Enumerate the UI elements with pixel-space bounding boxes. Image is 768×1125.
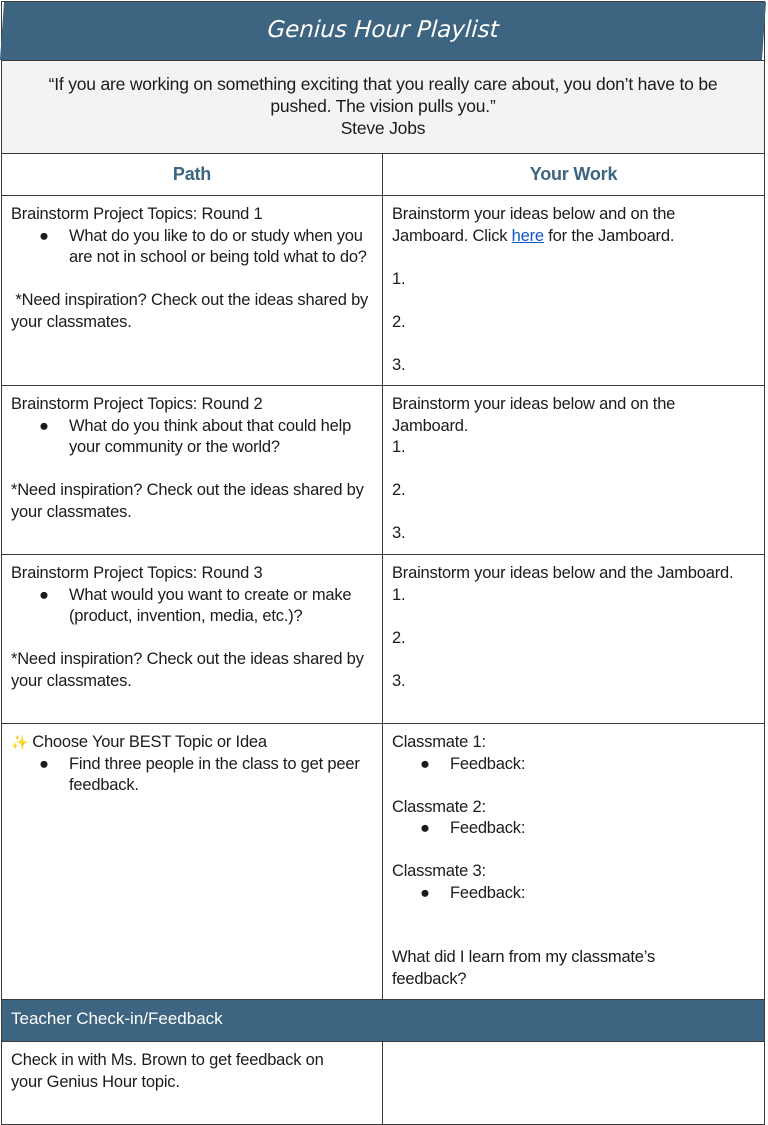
idea-item-2[interactable]: 2. [392,628,406,647]
classmate-3-feedback[interactable]: ● Feedback: [392,883,755,905]
round-bullet: ● What would you want to create or make (product, invention, media, etc.)? [11,585,373,628]
bullet-icon: ● [420,754,430,773]
inspiration-note: *Need inspiration? Check out the ideas shared by your classmates. [11,291,373,331]
classmate-3-label: Classmate 3: [392,862,486,880]
page-title: Genius Hour Playlist [0,2,766,60]
jamboard-link[interactable]: here [511,226,544,245]
classmate-1-feedback[interactable]: ● Feedback: [392,754,755,776]
teacher-response-cell[interactable] [383,1042,764,1124]
teacher-section-row [2,1000,764,1042]
teacher-checkin-row [2,1042,764,1124]
peer-feedback-work[interactable] [383,724,764,999]
work-intro: Brainstorm your ideas below and on the Jamboard. [392,395,676,435]
quote-block [2,61,764,153]
round-2-work[interactable] [383,386,764,554]
best-topic-bullet: ● Find three people in the class to get peer feedback. [11,754,373,797]
playlist-document [1,1,765,1125]
best-topic-path [2,724,383,999]
round-heading: Brainstorm Project Topics: Round 3 [11,564,263,582]
round-bullet: ● What do you think about that could help your community or the world? [11,416,373,459]
work-intro: Brainstorm your ideas below and the Jamboard. [392,564,734,582]
round-1-path [2,196,383,385]
round-heading: Brainstorm Project Topics: Round 1 [11,205,263,223]
best-topic-row [2,724,764,1000]
work-intro: Brainstorm your ideas below and on the Jamboard. Click here for the Jamboard. [392,205,676,245]
round-3-path [2,555,383,723]
idea-item-1[interactable]: 1. [392,269,406,288]
column-header-path: Path [2,154,383,195]
round-1-work[interactable] [383,196,764,385]
idea-item-3[interactable]: 3. [392,524,406,542]
round-heading: Brainstorm Project Topics: Round 2 [11,395,263,413]
column-header-row [2,154,764,196]
classmate-1-label: Classmate 1: [392,733,486,751]
round-1-row [2,196,764,386]
idea-item-2[interactable]: 2. [392,481,406,499]
round-3-work[interactable] [383,555,764,723]
classmate-2-feedback[interactable]: ● Feedback: [392,818,755,840]
quote-author: Steve Jobs [340,118,426,138]
bullet-icon: ● [420,883,430,902]
round-2-row [2,386,764,555]
round-2-path [2,386,383,554]
idea-item-1[interactable]: 1. [392,585,406,604]
bullet-icon: ● [39,754,49,773]
round-3-row [2,555,764,724]
bullet-icon: ● [39,585,49,604]
idea-item-1[interactable]: 1. [392,438,406,456]
inspiration-note: *Need inspiration? Check out the ideas shared by your classmates. [11,481,364,521]
reflection-prompt: What did I learn from my classmate’s feedback? [392,948,655,988]
classmate-2-label: Classmate 2: [392,797,486,816]
inspiration-note: *Need inspiration? Check out the ideas shared by your classmates. [11,650,364,690]
bullet-icon: ● [39,416,49,435]
idea-item-3[interactable]: 3. [392,355,406,374]
best-topic-heading: ✨ Choose Your BEST Topic or Idea [11,733,267,751]
bullet-icon: ● [39,226,49,245]
bullet-icon: ● [420,819,430,837]
column-header-your-work: Your Work [529,164,618,184]
title-row [2,2,764,61]
quote-text: “If you are working on something exciting that you really care about, you don’t have to be pushed. The vision pulls you.” [48,74,718,116]
teacher-section-title: Teacher Check-in/Feedback [2,1000,764,1041]
round-bullet: ● What do you like to do or study when you are not in school or being told what to do? [11,226,373,269]
idea-item-2[interactable]: 2. [392,312,406,331]
idea-item-3[interactable]: 3. [392,671,406,690]
sparkles-icon: ✨ [11,734,29,750]
teacher-instruction: Check in with Ms. Brown to get feedback on your Genius Hour topic. [2,1042,383,1124]
quote-row [2,61,764,154]
